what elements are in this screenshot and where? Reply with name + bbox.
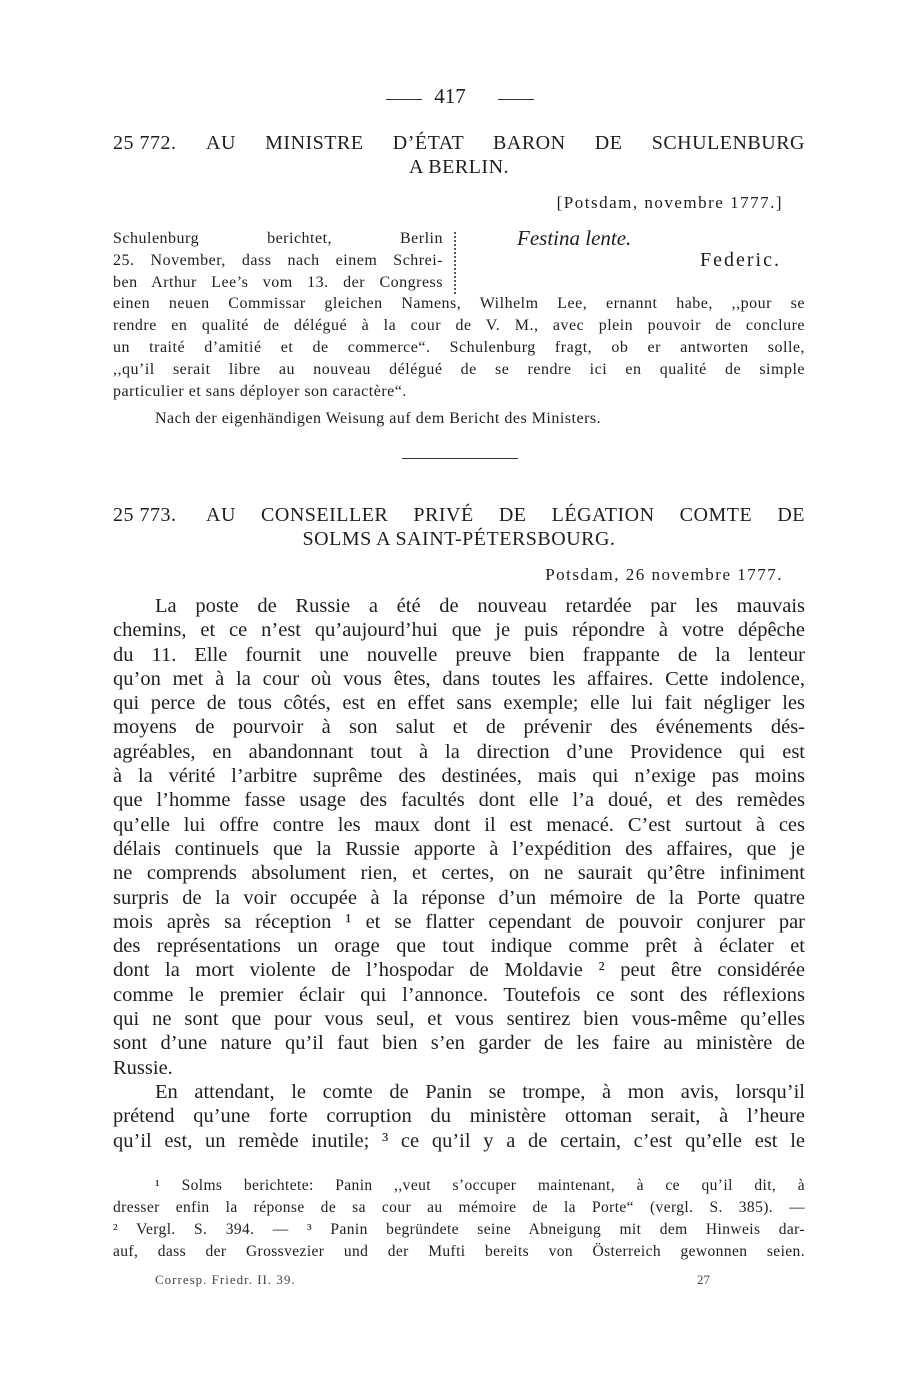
body-line: dont la mort violente de l’hospodar de Moldavie ² peut être considérée bbox=[113, 959, 805, 982]
summary-left-line: Schulenburg berichtet, Berlin bbox=[113, 230, 443, 247]
body-line: En attendant, le comte de Panin se trompe, à mon avis, lorsqu’il bbox=[155, 1080, 805, 1103]
page-number-rule-right bbox=[498, 99, 534, 100]
body-line: du 11. Elle fournit une nouvelle preuve bien frappante de la lenteur bbox=[113, 643, 805, 666]
summary-line: particulier et sans déployer son caractère“. bbox=[113, 383, 407, 400]
body-line: qui ne sont que pour vous seul, et vous sentirez bien vous-même qu’elles bbox=[113, 1008, 805, 1031]
letter1-number: 25 772. bbox=[113, 132, 177, 154]
body-line: comme le premier éclair qui l’annonce. Toutefois ce sont des réflexions bbox=[113, 983, 805, 1006]
footnote-line: ² Vergl. S. 394. — ³ Panin begründete seine Abneigung mit dem Hinweis dar- bbox=[113, 1221, 805, 1238]
summary-left-line: 25. November, dass nach einem Schrei- bbox=[113, 252, 443, 269]
body-line: prétend qu’une forte corruption du ministère ottoman serait, à l’heure bbox=[113, 1105, 805, 1128]
page-number: 417 bbox=[434, 84, 466, 108]
body-line: mois après sa réception ¹ et se flatter cependant de pouvoir conjurer par bbox=[113, 910, 805, 933]
letter2-number: 25 773. bbox=[113, 504, 177, 526]
letter1-summary-left bbox=[113, 228, 443, 294]
footnote-line: auf, dass der Grossvezier und der Mufti bereits von Österreich gewonnen seien. bbox=[113, 1243, 805, 1260]
body-line: qu’on met à la cour où vous êtes, dans toutes les affaires. Cette indolence, bbox=[113, 667, 805, 690]
section-separator bbox=[402, 458, 518, 459]
body-line: que l’homme fasse usage des facultés dont elle l’a doué, et des remèdes bbox=[113, 789, 805, 812]
letter1-signature: Federic. bbox=[700, 249, 781, 271]
letter1-title-line2: A BERLIN. bbox=[408, 156, 510, 178]
letter2-title-line1: AU CONSEILLER PRIVÉ DE LÉGATION COMTE DE bbox=[206, 504, 805, 526]
signature-number: 27 bbox=[697, 1272, 710, 1287]
summary-line: rendre en qualité de délégué à la cour de V. M., avec plein pouvoir de conclure bbox=[113, 317, 805, 334]
body-line: moyens de pourvoir à son salut et de prévenir des événements dés- bbox=[113, 716, 805, 739]
body-line: des représentations un orage que tout indique comme prêt à éclater et bbox=[113, 935, 805, 958]
footnotes bbox=[113, 1175, 805, 1263]
body-line: délais continuels que la Russie apporte à l’expédition des affaires, que je bbox=[113, 837, 805, 860]
signature-mark: Corresp. Friedr. II. 39. bbox=[155, 1272, 296, 1287]
letter2-title-line2: SOLMS A SAINT-PÉTERSBOURG. bbox=[302, 528, 616, 550]
letter1-summary-continued bbox=[113, 293, 805, 403]
body-line: agréables, en abandonnant tout à la direction d’une Providence qui est bbox=[113, 740, 805, 763]
summary-line: einen neuen Commissar gleichen Namens, Wilhelm Lee, ernannt habe, ,,pour se bbox=[113, 295, 805, 312]
body-line: Russie. bbox=[113, 1056, 173, 1079]
body-line: qu’elle lui offre contre les maux dont il est menacé. C’est surtout à ces bbox=[113, 813, 805, 836]
summary-line: un traité d’amitié et de commerce“. Schulenburg fragt, ob er antworten solle, bbox=[113, 339, 805, 356]
footnote-line: dresser enfin la réponse de sa cour au mémoire de la Porte“ (vergl. S. 385). — bbox=[113, 1199, 805, 1216]
body-line: La poste de Russie a été de nouveau retardée par les mauvais bbox=[155, 595, 805, 617]
letter1-title-line1: AU MINISTRE D’ÉTAT BARON DE SCHULENBURG bbox=[206, 132, 805, 154]
letter2-date: Potsdam, 26 novembre 1777. bbox=[545, 565, 783, 584]
body-line: chemins, et ce n’est qu’aujourd’hui que je puis répondre à votre dépêche bbox=[113, 619, 805, 642]
body-line: qu’il est, un remède inutile; ³ ce qu’il y a de certain, c’est qu’elle est le bbox=[113, 1129, 805, 1152]
body-line: surpris de la voir occupée à la réponse d’un mémoire de la Porte quatre bbox=[113, 886, 805, 909]
body-line: qui perce de tous côtés, est en effet sans exemple; elle lui fait négliger les bbox=[113, 692, 805, 715]
letter1-heading bbox=[113, 131, 805, 181]
body-line: à la vérité l’arbitre suprême des destinées, mais qui n’exige pas moins bbox=[113, 765, 805, 788]
dotted-divider bbox=[454, 232, 460, 294]
letter2-heading bbox=[113, 503, 805, 553]
body-line: ne comprends absolument rien, et certes, on ne saurait qu’être infiniment bbox=[113, 862, 805, 885]
footnote-line: ¹ Solms berichtete: Panin ,,veut s’occuper maintenant, à ce qu’il dit, à bbox=[155, 1177, 805, 1194]
letter2-body bbox=[113, 594, 805, 1153]
letter1-date: [Potsdam, novembre 1777.] bbox=[556, 193, 783, 212]
letter1-reply: Festina lente. bbox=[517, 226, 632, 250]
body-line: sont d’une nature qu’il faut bien s’en garder de les faire au ministère de bbox=[113, 1032, 805, 1055]
summary-left-line: ben Arthur Lee’s vom 13. der Congress bbox=[113, 274, 443, 291]
letter1-source-note: Nach der eigenhändigen Weisung auf dem Bericht des Ministers. bbox=[155, 410, 602, 427]
summary-line: ,,qu’il serait libre au nouveau délégué de se rendre ici en qualité de simple bbox=[113, 361, 805, 378]
